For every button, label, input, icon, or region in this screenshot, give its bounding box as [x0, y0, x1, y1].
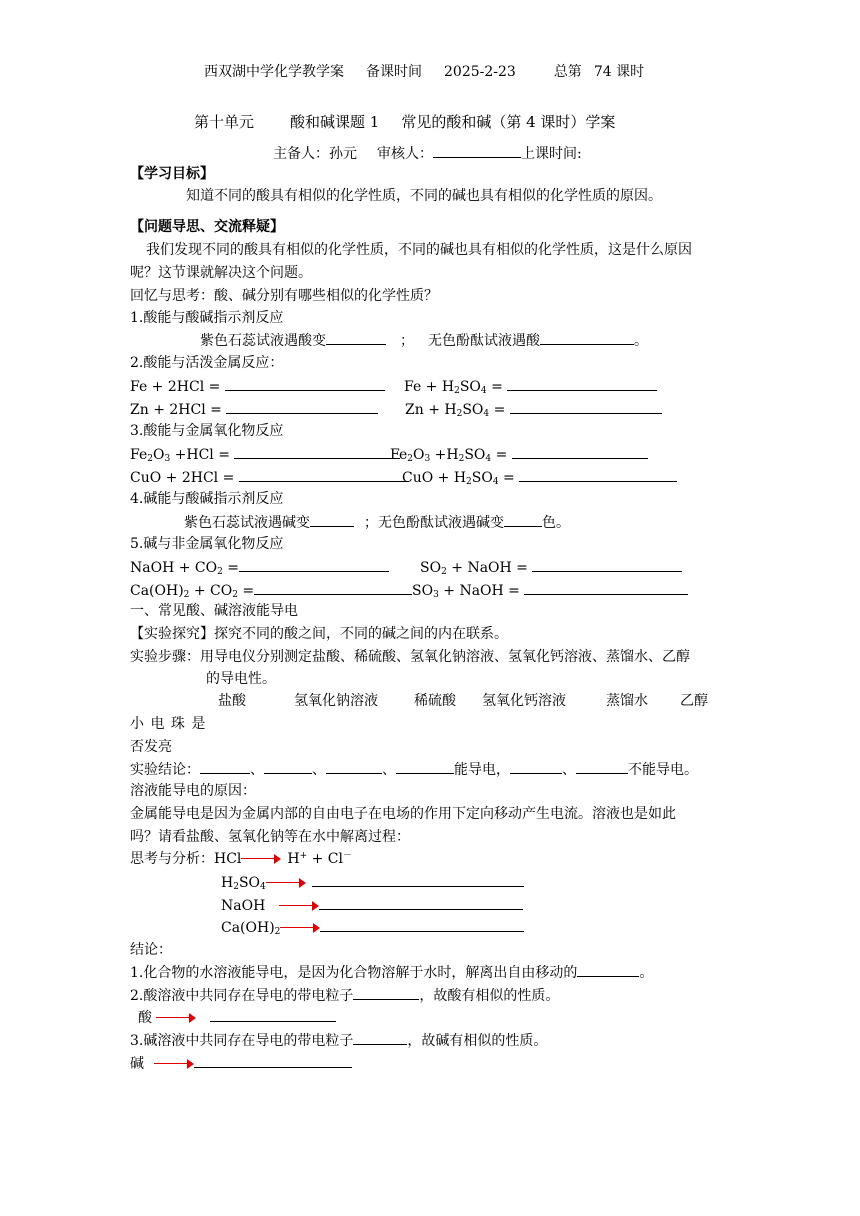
page-header [204, 62, 644, 82]
right-arrow-icon [279, 901, 319, 911]
ion-h: H [287, 851, 300, 867]
ionization-h2so4: $H_2SO_4$ [221, 872, 524, 893]
conclusion-blank-4[interactable] [396, 759, 454, 774]
explore-text: 探究不同的酸之间，不同的碱之间的内在联系。 [214, 626, 508, 642]
steps-line-2: 的导电性。 [206, 671, 276, 687]
table-header-cell: 盐酸 [218, 693, 246, 709]
conclusion-1 [130, 962, 653, 983]
conclusion-3-blank[interactable] [353, 1030, 407, 1045]
conclusion-blank-6[interactable] [576, 759, 628, 774]
section-1-heading: 一、常见酸、碱溶液能导电 [130, 603, 298, 619]
separator: ； [400, 333, 414, 349]
formula-h2so4: H [221, 875, 234, 891]
prep-date: 2025-2-23 [444, 64, 516, 80]
eq-fe2o3-hcl-blank[interactable] [234, 444, 400, 459]
reason-text-2: 吗？请看盐酸、氢氧化钠等在水中解离过程： [130, 829, 410, 845]
property-4-line [184, 512, 570, 533]
conclusion-3-text: 3.碱溶液中共同存在导电的带电粒子 [130, 1033, 354, 1049]
table-header-cell: 氢氧化钙溶液 [482, 693, 566, 709]
eq-cuo-hcl-blank[interactable] [239, 467, 409, 482]
separator: 、 [562, 762, 576, 778]
conclusion-blank-5[interactable] [510, 759, 562, 774]
guide-heading: 【问题导思、交流释疑】 [130, 219, 284, 235]
eq-cuo-hcl-label: CuO + 2HCl = [130, 470, 235, 486]
eq-fe2o3-hcl: $Fe_2O_3 +HCl$ = [130, 444, 400, 465]
property-1-line [200, 330, 648, 351]
conclusion-title: 结论： [130, 942, 172, 958]
meta-line [273, 143, 582, 164]
right-arrow-icon [241, 854, 281, 864]
conclusion-blank-1[interactable] [200, 759, 250, 774]
phenol-base-text: ；无色酚酞试液遇碱变 [364, 515, 504, 531]
eq-so2-naoh: $SO_2$ + NaOH = [420, 557, 682, 578]
eq-fe-h2so4: $Fe + H_2SO_4$ = [404, 376, 657, 397]
conclusion-blank-3[interactable] [326, 759, 382, 774]
eq-cuo-h2so4-label: CuO + H [402, 470, 467, 486]
property-4-title: 4.碱能与酸碱指示剂反应 [130, 491, 284, 507]
acid-label: 酸 [138, 1010, 152, 1026]
eq-zn-h2so4-blank[interactable] [510, 399, 662, 414]
eq-naoh-co2-blank[interactable] [239, 557, 389, 572]
lesson-title: 常见的酸和碱（第 4 课时）学案 [401, 113, 616, 131]
explore-label: 【实验探究】 [130, 626, 214, 642]
conclusion-2-end: ，故酸有相似的性质。 [419, 988, 560, 1004]
property-5-title: 5.碱与非金属氧化物反应 [130, 536, 284, 552]
conclusion-3 [130, 1030, 547, 1051]
ionization-naoh-blank[interactable] [319, 895, 523, 910]
recall-question: 回忆与思考：酸、碱分别有哪些相似的化学性质？ [130, 288, 438, 304]
eq-fe2o3-hcl-label: Fe [130, 447, 148, 463]
base-ionization-blank[interactable] [194, 1053, 352, 1068]
reason-text-1: 金属能导电是因为金属内部的自由电子在电场的作用下定向移动产生电流。溶液也是如此 [130, 806, 676, 822]
eq-fe-h2so4-blank[interactable] [507, 376, 657, 391]
reviewer-label: 审核人： [377, 146, 433, 162]
main-preparer: 主备人：孙元 [273, 146, 357, 162]
table-row-label-cont: 否发亮 [130, 739, 172, 755]
period: 。 [639, 965, 654, 981]
eq-cuo-hcl [130, 467, 409, 488]
table-header-cell: 蒸馏水 [606, 693, 648, 709]
conclusion-can: 能导电， [454, 762, 510, 778]
eq-so2-naoh-label: SO [420, 560, 442, 576]
conclusion-1-text: 1.化合物的水溶液能导电，是因为化合物溶解于水时，解离出自由移动的 [130, 965, 578, 981]
guide-intro-1: 我们发现不同的酸具有相似的化学性质，不同的碱也具有相似的化学性质，这是什么原因 [146, 242, 692, 258]
separator: 、 [382, 762, 396, 778]
conclusion-cannot: 不能导电。 [628, 762, 698, 778]
formula-hcl: HCl [214, 851, 242, 867]
steps-line-1: 实验步骤：用导电仪分别测定盐酸、稀硫酸、氢氧化钠溶液、氢氧化钙溶液、蒸馏水、乙醇 [130, 649, 690, 665]
ionization-caoh2-blank[interactable] [320, 917, 524, 932]
ion-charge-plus: + [299, 851, 308, 861]
eq-zn-hcl [130, 399, 378, 420]
lesson-number: 74 课时 [593, 64, 645, 80]
explore-line [130, 624, 508, 644]
eq-caoh-co2-label: Ca(OH) [130, 583, 184, 599]
ionization-naoh [221, 895, 523, 916]
eq-zn-h2so4: $Zn + H_2SO_4$ = [405, 399, 662, 420]
right-arrow-icon [280, 923, 320, 933]
right-arrow-icon [154, 1059, 194, 1069]
eq-caoh-co2: $Ca(OH)_2 + CO_2$ = [130, 580, 412, 601]
property-3-title: 3.酸能与金属氧化物反应 [130, 423, 284, 439]
ionization-caoh2: $Ca(OH)_2$ [221, 917, 524, 938]
conclusion-3-end: ，故碱有相似的性质。 [407, 1033, 548, 1049]
property-2-title: 2.酸能与活泼金属反应： [130, 355, 284, 371]
formula-caoh2: Ca(OH) [221, 920, 275, 936]
total-label: 总第 [553, 64, 582, 80]
eq-zn-h2so4-label: Zn + H [405, 402, 457, 418]
phenol-base-blank[interactable] [504, 512, 542, 527]
eq-fe-hcl-label: Fe + 2HCl = [130, 379, 221, 395]
phenol-acid-blank[interactable] [540, 330, 634, 345]
eq-so3-naoh: $SO_3$ + NaOH = [412, 580, 688, 601]
school-name: 西双湖中学化学教学案 [204, 64, 344, 80]
eq-fe2o3-h2so4-blank[interactable] [512, 444, 648, 459]
eq-so3-naoh-blank[interactable] [524, 580, 688, 595]
acid-ionization [138, 1007, 336, 1028]
separator: 、 [250, 762, 264, 778]
ionization-h2so4-blank[interactable] [312, 872, 524, 887]
phenol-acid-text: 无色酚酞试液遇酸 [428, 333, 540, 349]
class-time-label: 上课时间: [521, 146, 582, 162]
property-1-title: 1.酸能与酸碱指示剂反应 [130, 310, 284, 326]
separator: 、 [312, 762, 326, 778]
conclusion-2 [130, 985, 559, 1006]
eq-fe-hcl [130, 376, 385, 397]
eq-fe-hcl-blank[interactable] [225, 376, 385, 391]
reviewer-blank[interactable] [433, 143, 521, 158]
base-label: 碱 [130, 1056, 144, 1072]
right-arrow-icon [266, 878, 306, 888]
analysis-label: 思考与分析： [130, 851, 214, 867]
eq-naoh-co2: NaOH + $CO_2$ = [130, 557, 389, 578]
litmus-base-text: 紫色石蕊试液遇碱变 [184, 515, 310, 531]
eq-fe-h2so4-label: Fe + H [404, 379, 455, 395]
eq-fe2o3-h2so4: $Fe_2O_3 +H_2SO_4$ = [390, 444, 648, 465]
table-header-cell: 乙醇 [680, 693, 708, 709]
topic-title: 酸和碱课题 1 [290, 113, 380, 131]
litmus-acid-blank[interactable] [326, 330, 386, 345]
eq-cuo-h2so4: CuO + $H_2SO_4$ = [402, 467, 677, 488]
eq-cuo-h2so4-blank[interactable] [519, 467, 677, 482]
conclusion-2-text: 2.酸溶液中共同存在导电的带电粒子 [130, 988, 354, 1004]
ion-cl: + Cl [307, 851, 343, 867]
eq-caoh-co2-blank[interactable] [254, 580, 412, 595]
conclusion-blank-2[interactable] [264, 759, 312, 774]
eq-zn-hcl-blank[interactable] [226, 399, 378, 414]
table-header-cell: 氢氧化钠溶液 [294, 693, 378, 709]
eq-so3-naoh-label: SO [412, 583, 434, 599]
period: 。 [634, 333, 648, 349]
conclusion-line [130, 759, 698, 780]
guide-intro-2: 呢？这节课就解决这个问题。 [130, 265, 312, 281]
color-suffix: 色。 [542, 515, 570, 531]
prep-label: 备课时间 [366, 64, 422, 80]
conclusion-label: 实验结论： [130, 762, 200, 778]
ionization-hcl [130, 849, 352, 869]
eq-zn-hcl-label: Zn + 2HCl = [130, 402, 222, 418]
litmus-acid-text: 紫色石蕊试液遇酸变 [200, 333, 326, 349]
ion-charge-minus: － [343, 851, 353, 861]
acid-ionization-blank[interactable] [210, 1007, 336, 1022]
page-title [194, 112, 615, 132]
base-ionization [130, 1053, 352, 1074]
conclusion-2-blank[interactable] [353, 985, 419, 1000]
unit-title: 第十单元 [194, 113, 255, 131]
goal-text: 知道不同的酸具有相似的化学性质，不同的碱也具有相似的化学性质的原因。 [186, 188, 662, 204]
eq-naoh-co2-label: NaOH + CO [130, 560, 218, 576]
litmus-base-blank[interactable] [310, 512, 354, 527]
eq-so2-naoh-blank[interactable] [532, 557, 682, 572]
right-arrow-icon [156, 1013, 196, 1023]
conclusion-1-blank[interactable] [577, 962, 639, 977]
table-header-cell: 稀硫酸 [414, 693, 456, 709]
formula-naoh: NaOH [221, 898, 266, 914]
goal-heading: 【学习目标】 [130, 166, 214, 182]
table-row-label: 小 电 珠 是 [130, 716, 207, 732]
reason-title: 溶液能导电的原因： [130, 783, 256, 799]
